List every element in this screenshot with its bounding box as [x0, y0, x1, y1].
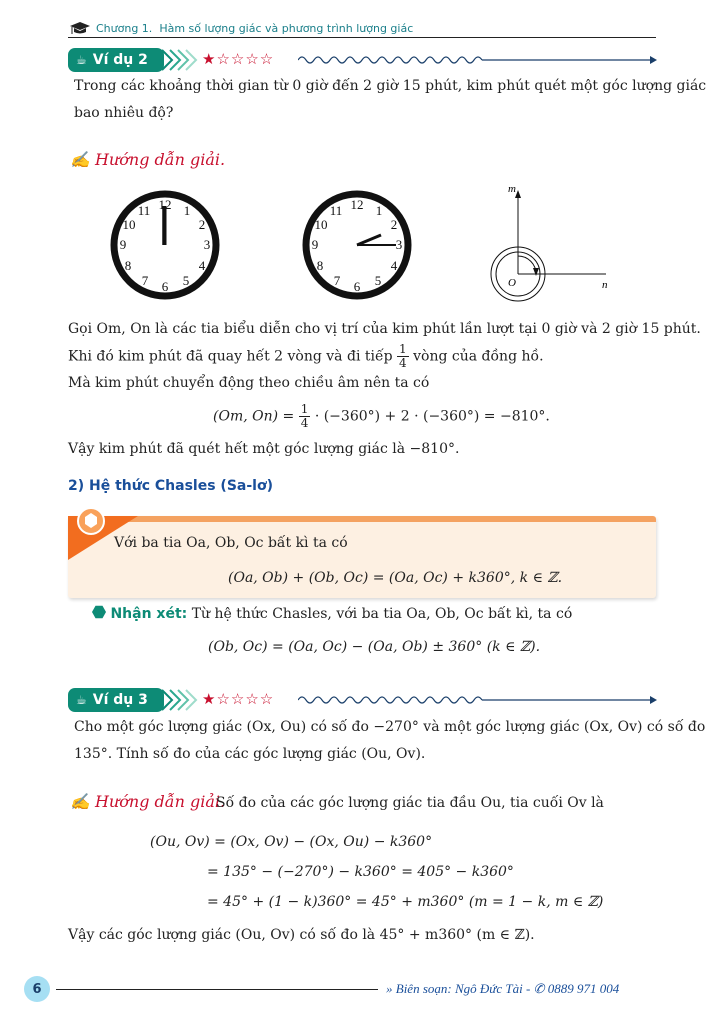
example-3-conclusion: Vậy các góc lượng giác (Ou, Ov) có số đo là 45° + m360° (m ∈ ℤ).	[68, 927, 535, 943]
guide-text: Số đo của các góc lượng giác tia đầu Ou, tia cuối Ov là	[216, 795, 604, 811]
guide-heading-2: ✍ Hướng dẫn giải.	[70, 792, 226, 811]
hexagon-icon	[92, 605, 106, 619]
chevrons-icon	[160, 688, 200, 712]
example-3-badge: ☕ Ví dụ 3	[68, 688, 164, 712]
clock2-num-5: 5	[374, 273, 382, 288]
clock1-num-6: 6	[161, 279, 169, 294]
clock2-num-4: 4	[390, 258, 398, 273]
solution-line-1: Gọi Om, On là các tia biểu diễn cho vị trí của kim phút lần lượt tại 0 giờ và 2 giờ 15 phút.	[68, 321, 701, 337]
equation-3: = 45° + (1 − k)360° = 45° + m360° (m = 1 − k, m ∈ ℤ)	[207, 894, 604, 910]
coffee-cup-icon: ☕	[76, 693, 87, 707]
clock1-num-1: 1	[183, 203, 191, 218]
clock2-num-8: 8	[316, 258, 324, 273]
clock-0h	[108, 190, 224, 302]
pencil-hand-icon: ✍	[70, 150, 90, 169]
chevrons-icon	[160, 48, 200, 72]
footer-rule	[56, 989, 378, 990]
clock1-num-4: 4	[198, 258, 206, 273]
clock1-num-3: 3	[203, 237, 211, 252]
wavy-arrow	[298, 52, 658, 68]
remark-formula: (Ob, Oc) = (Oa, Oc) − (Oa, Ob) ± 360° (k ∈ ℤ).	[208, 639, 541, 655]
clock2-num-2: 2	[390, 217, 398, 232]
difficulty-stars: ★☆☆☆☆	[202, 50, 275, 68]
fraction-quarter: $\frac{1}{4}$	[399, 342, 407, 370]
example-3-problem-line-1: Cho một góc lượng giác (Ox, Ou) có số đo −270° và một góc lượng giác (Ox, Ov) có số đo	[74, 719, 706, 735]
clock1-num-7: 7	[141, 273, 149, 288]
clock1-num-5: 5	[182, 273, 190, 288]
clock1-num-10: 10	[122, 217, 136, 232]
header-chapter: Chương 1. Hàm số lượng giác và phương trình lượng giác	[96, 22, 414, 35]
equation-1: (Ou, Ov) = (Ox, Ov) − (Ox, Ou) − k360°	[150, 834, 433, 850]
footer-author: » Biên soạn: Ngô Đức Tài - ✆ 0889 971 004	[386, 981, 620, 996]
solution-line-2: Khi đó kim phút đã quay hết 2 vòng và đi tiếp $\frac{1}{4}$ vòng của đồng hồ.	[68, 342, 544, 370]
clock2-num-9: 9	[311, 237, 319, 252]
rotation-diagram	[482, 178, 622, 304]
formula-om-on: (Om, On) = $\frac{1}{4}$ · (−360°) + 2 · (−360°) = −810°.	[213, 402, 550, 430]
example-3-problem-line-2: 135°. Tính số đo của các góc lượng giác (Ou, Ov).	[74, 746, 426, 762]
clock1-num-8: 8	[124, 258, 132, 273]
theorem-line-1: Với ba tia Oa, Ob, Oc bất kì ta có	[114, 535, 348, 551]
clock2-num-1: 1	[375, 203, 383, 218]
example-2-problem-line-2: bao nhiêu độ?	[74, 105, 174, 121]
clock-2h15	[300, 190, 416, 302]
example-2-conclusion: Vậy kim phút đã quét hết một góc lượng giác là −810°.	[68, 441, 460, 457]
pencil-hand-icon: ✍	[70, 792, 90, 811]
coffee-cup-icon: ☕	[76, 53, 87, 67]
label-o: O	[508, 277, 516, 289]
clock1-num-11: 11	[137, 203, 151, 218]
fraction-quarter-2: $\frac{1}{4}$	[300, 402, 309, 430]
clock2-num-10: 10	[314, 217, 328, 232]
section-2-heading: 2) Hệ thức Chasles (Sa-lơ)	[68, 478, 273, 494]
clock2-num-6: 6	[353, 279, 361, 294]
clock1-num-2: 2	[198, 217, 206, 232]
wavy-arrow-3	[298, 692, 658, 708]
difficulty-stars-3: ★☆☆☆☆	[202, 690, 275, 708]
label-m: m	[508, 183, 516, 195]
example-2-badge: ☕ Ví dụ 2	[68, 48, 164, 72]
head-bulb-icon	[76, 506, 106, 536]
clock2-num-3: 3	[395, 237, 403, 252]
label-n: n	[602, 279, 608, 291]
clock2-num-7: 7	[333, 273, 341, 288]
theorem-formula: (Oa, Ob) + (Ob, Oc) = (Oa, Oc) + k360°, k ∈ ℤ.	[228, 570, 563, 586]
clock1-num-12: 12	[158, 197, 172, 212]
example-2-problem-line-1: Trong các khoảng thời gian từ 0 giờ đến 2 giờ 15 phút, kim phút quét một góc lượng giác	[74, 78, 707, 94]
solution-line-3: Mà kim phút chuyển động theo chiều âm nên ta có	[68, 375, 430, 391]
clock1-num-9: 9	[119, 237, 127, 252]
remark: Nhận xét: Từ hệ thức Chasles, với ba tia Oa, Ob, Oc bất kì, ta có	[92, 605, 572, 623]
page-number: 6	[24, 976, 50, 1002]
guide-heading-1: ✍ Hướng dẫn giải.	[70, 150, 226, 169]
clock2-num-11: 11	[329, 203, 343, 218]
equation-2: = 135° − (−270°) − k360° = 405° − k360°	[207, 864, 514, 880]
clock2-num-12: 12	[350, 197, 364, 212]
